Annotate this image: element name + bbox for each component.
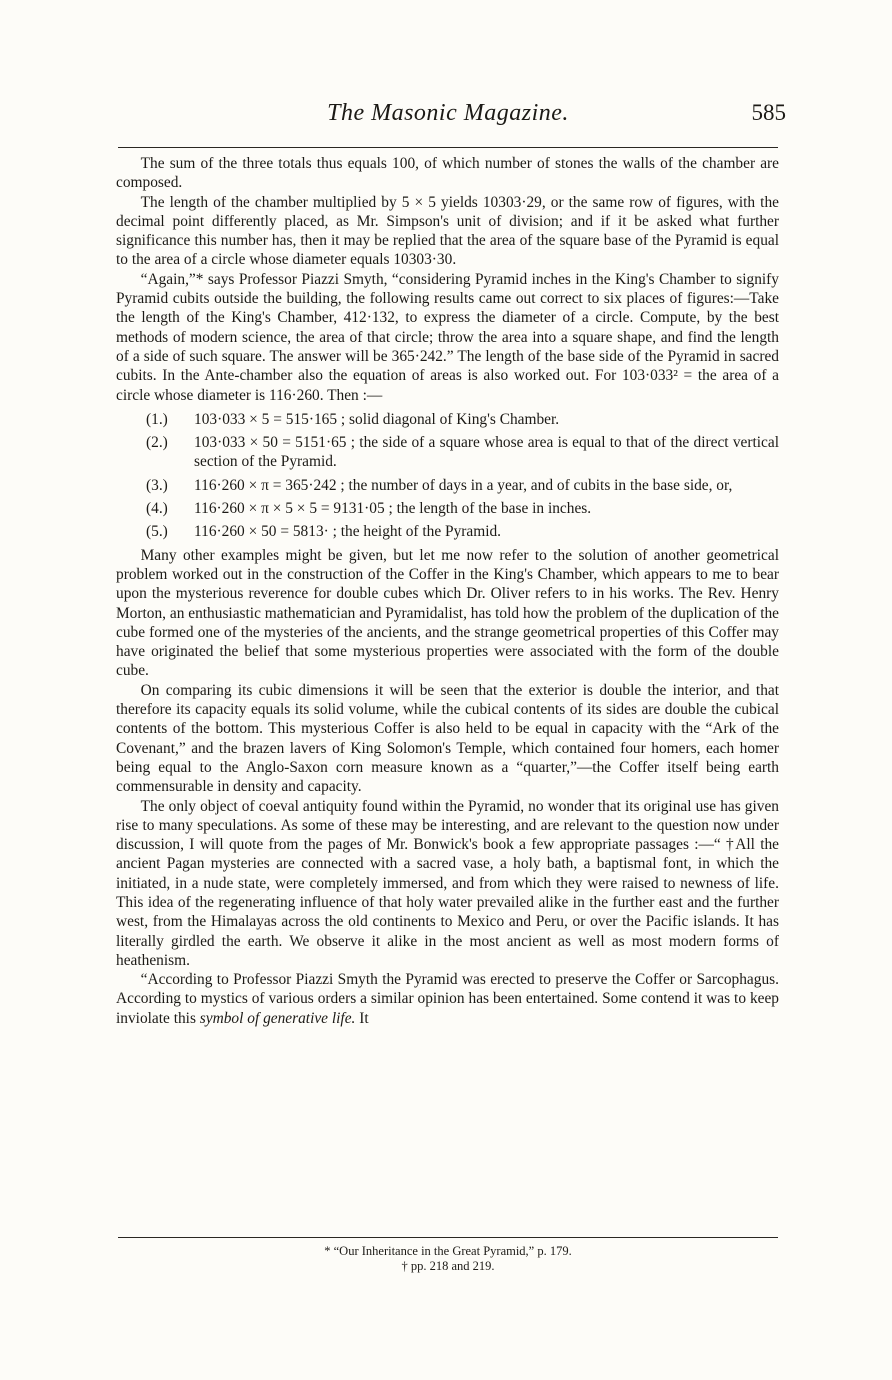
list-item-text: 103·033 × 50 = 5151·65 ; the side of a square whose area is equal to that of the direct vertical section of the Pyramid. [194, 434, 779, 471]
footnotes [118, 1244, 778, 1274]
list-item [116, 499, 779, 518]
paragraph-7 [116, 970, 779, 1028]
list-item [116, 522, 779, 541]
list-item [116, 410, 779, 429]
paragraph-4: Many other examples might be given, but let me now refer to the solution of another geometrical problem worked out in the construction of the Coffer in the King's Chamber, which appears to me to bear upon the mysterious reverence for double cubes which Dr. Oliver refers to in his works. The Rev. Henry Morton, an enthusiastic mathematician and Pyramidalist, has told how the problem of the duplication of the cube formed one of the mysteries of the ancients, and the strange geometrical properties of this Coffer may have originated the belief that some mysterious properties were associated with the form of the double cube. [116, 546, 779, 680]
header-rule [118, 147, 778, 148]
paragraph-7-start: “According to Professor Piazzi Smyth the Pyramid was erected to preserve the Coffer or Sarcophagus. According to mystics of various orders a similar opinion has been entertained. Some contend it was to keep inviolate this [116, 971, 779, 1027]
paragraph-1: The sum of the three totals thus equals 100, of which number of stones the walls of the chamber are composed. [116, 155, 779, 192]
paragraph-2: The length of the chamber multiplied by 5 × 5 yields 10303·29, or the same row of figures, with the decimal point differently placed, as Mr. Simpson's unit of division; and if it be asked what further significance this number has, then it may be replied that the area of the square base of the Pyramid is equal to the area of a circle whose diameter equals 10303·30. [116, 193, 779, 269]
paragraph-6: The only object of coeval antiquity found within the Pyramid, no wonder that its original use has given rise to many speculations. As some of these may be interesting, and are relevant to the question now under discussion, I will quote from the pages of Mr. Bonwick's book a few appropriate passages :—“ †All the ancient Pagan mysteries are connected with a sacred vase, a holy bath, a baptismal font, in which the initiated, in a nude state, were completely immersed, and from which they were raised to newness of life. This idea of the regenerating influence of that holy water prevailed alike in the further east and the further west, from the Himalayas across the old continents to Mexico and Peru, or over the Pacific islands. It has literally girdled the earth. We observe it alike in the most ancient as well as most modern forms of heathenism. [116, 797, 779, 969]
journal-title: The Masonic Magazine. [327, 100, 569, 126]
list-item [116, 433, 779, 472]
list-item-number: (2.) [146, 434, 168, 452]
paragraph-7-end: It [355, 1009, 369, 1027]
list-item [116, 476, 779, 495]
paragraph-5: On comparing its cubic dimensions it will be seen that the exterior is double the interior, and that therefore its capacity equals its solid volume, while the cubical contents of its sides are double the cubical contents of the bottom. This mysterious Coffer is also held to be equal in capacity with the “Ark of the Covenant,” and the brazen lavers of King Solomon's Temple, which contained four homers, each homer being equal to the Anglo-Saxon corn measure known as a “quarter,”—the Coffer itself being earth commensurable in density and capacity. [116, 681, 779, 796]
article-body [116, 154, 779, 1028]
footnote-2: † pp. 218 and 219. [401, 1259, 495, 1273]
list-item-number: (4.) [146, 500, 168, 518]
footnote-rule [118, 1237, 778, 1238]
footnote-1: * “Our Inheritance in the Great Pyramid,” p. 179. [324, 1244, 572, 1258]
list-item-text: 116·260 × π × 5 × 5 = 9131·05 ; the length of the base in inches. [194, 500, 592, 518]
paragraph-3: “Again,”* says Professor Piazzi Smyth, “considering Pyramid inches in the King's Chamber to signify Pyramid cubits outside the building, the following results came out correct to six places of figures:—Take the length of the King's Chamber, 412·132, to express the diameter of a circle. Compute, by the best methods of modern science, the area of that circle; throw the area into a square shape, and find the length of a side of such square. The answer will be 365·242.” The length of the base side of the Pyramid in sacred cubits. In the Ante-chamber also the equation of areas is also worked out. For 103·033² = the area of a circle whose diameter is 116·260. Then :— [116, 270, 779, 404]
paragraph-7-italic: symbol of generative life. [199, 1009, 356, 1027]
list-item-text: 103·033 × 5 = 515·165 ; solid diagonal of King's Chamber. [194, 410, 560, 428]
list-item-number: (3.) [146, 476, 168, 494]
list-item-number: (5.) [146, 523, 168, 541]
running-header [118, 100, 786, 136]
list-item-text: 116·260 × π = 365·242 ; the number of days in a year, and of cubits in the base side, or, [194, 476, 733, 494]
list-item-number: (1.) [146, 410, 168, 428]
page-number: 585 [751, 100, 786, 125]
list-item-text: 116·260 × 50 = 5813· ; the height of the Pyramid. [194, 523, 502, 541]
